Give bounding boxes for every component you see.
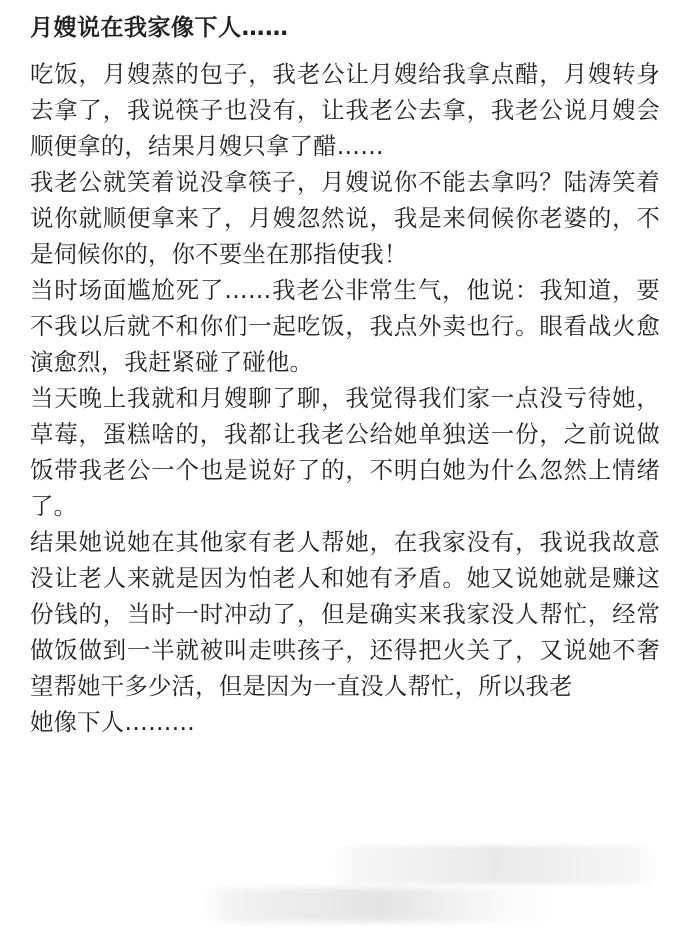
watermark-smudge-lower	[200, 888, 560, 922]
post-paragraph-2: 我老公就笑着说没拿筷子，月嫂说你不能去拿吗？陆涛笑着说你就顺便拿来了，月嫂忽然说，我是来伺候你老婆的，不是伺候你的，你不要坐在那指使我！	[30, 168, 660, 268]
post-paragraph-4: 当天晚上我就和月嫂聊了聊，我觉得我们家一点没亏待她，草莓，蛋糕啥的，我都让我老公给她单独送一份，之前说做饭带我老公一个也是说好了的，不明白她为什么忽然上情绪了。	[30, 384, 660, 520]
post-paragraph-5: 结果她说她在其他家有老人帮她，在我家没有，我说我故意没让老人来就是因为怕老人和她有矛盾。她又说她就是赚这份钱的，当时一时冲动了，但是确实来我家没人帮忙，经常做饭做到一半就被叫走哄孩子，还得把火关了，又说她不奢望帮她干多少活，但是因为一直没人帮忙，所以我老	[30, 528, 660, 700]
post-paragraph-6: 她像下人………	[30, 708, 196, 736]
post-paragraph-3: 当时场面尴尬死了……我老公非常生气，他说：我知道，要不我以后就不和你们一起吃饭，我点外卖也行。眼看战火愈演愈烈，我赶紧碰了碰他。	[30, 276, 660, 376]
post-paragraph-1: 吃饭，月嫂蒸的包子，我老公让月嫂给我拿点醋，月嫂转身去拿了，我说筷子也没有，让我老公去拿，我老公说月嫂会顺便拿的，结果月嫂只拿了醋……	[30, 60, 660, 160]
watermark-smudge	[330, 846, 660, 884]
post-title: 月嫂说在我家像下人……	[30, 15, 289, 41]
